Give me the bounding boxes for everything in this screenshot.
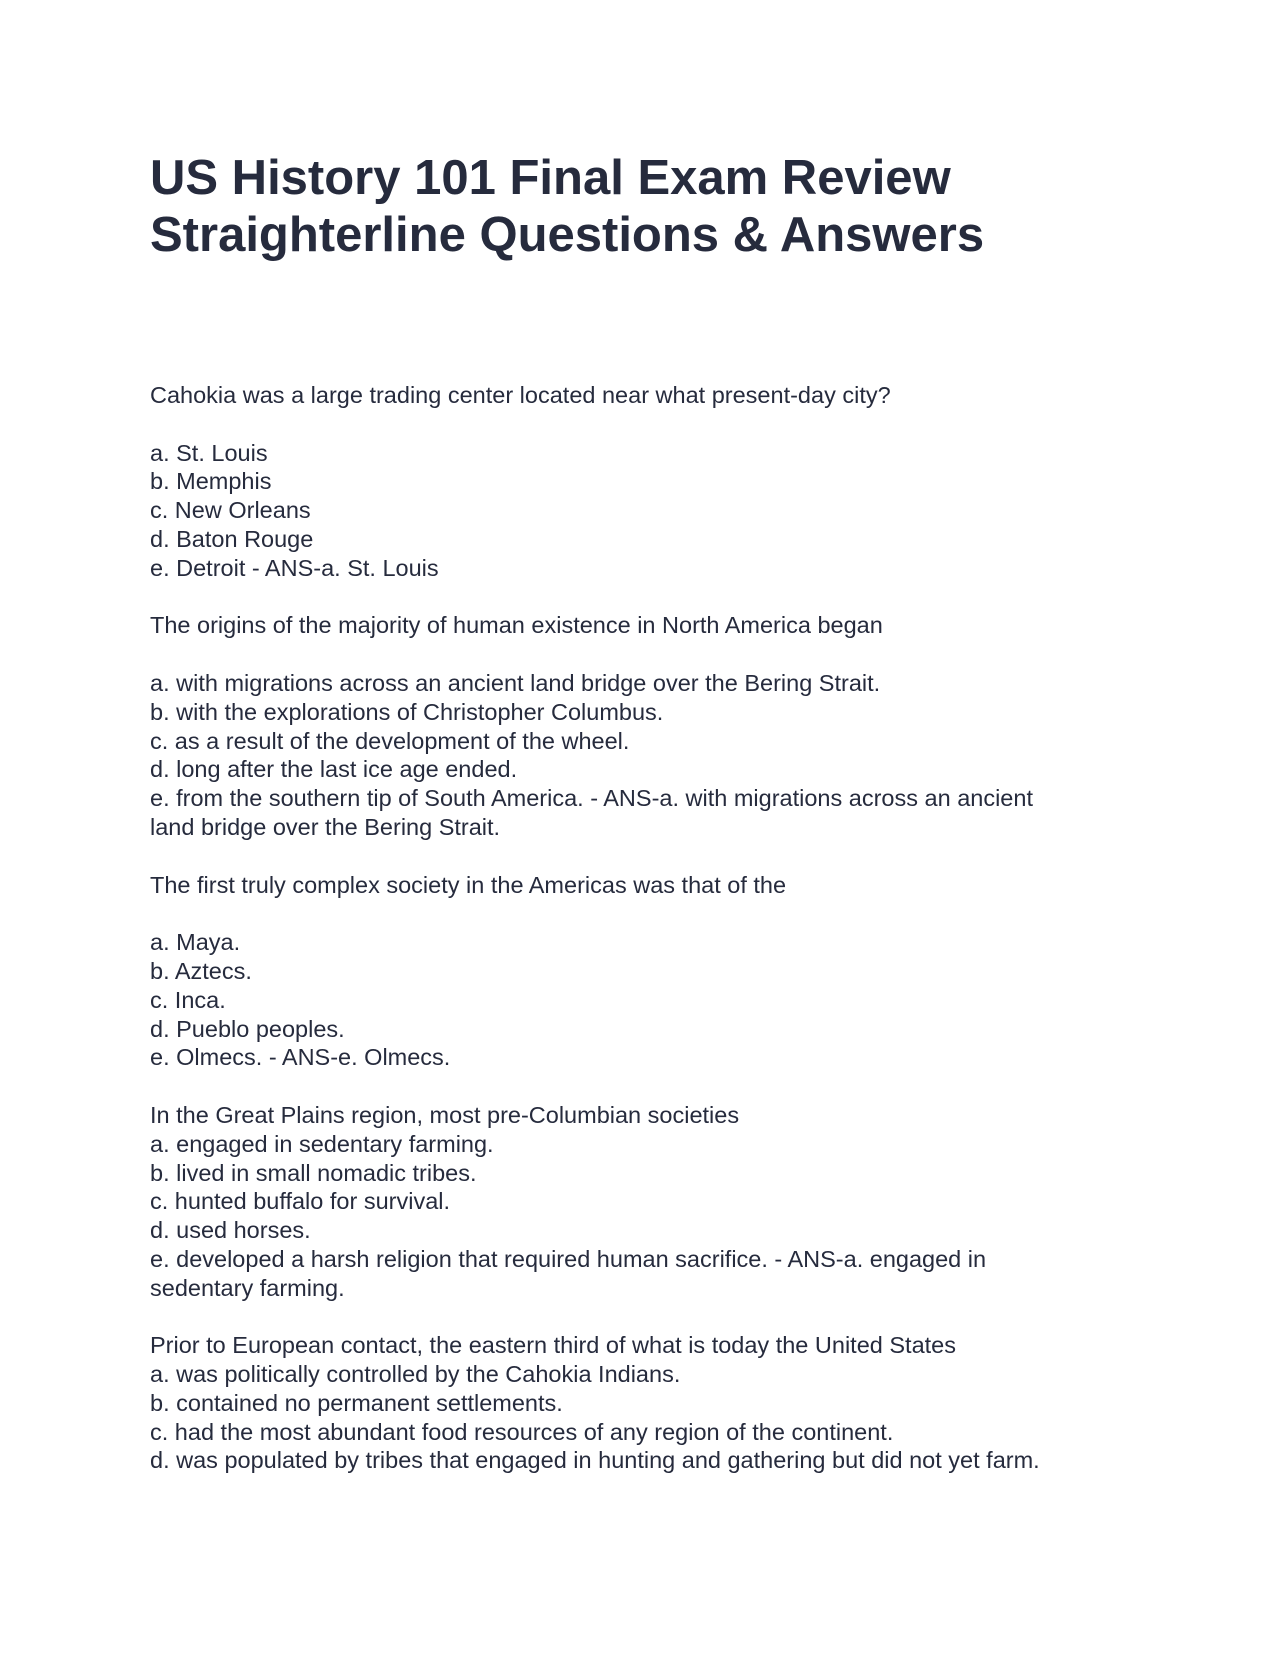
answer-option: c. as a result of the development of the wheel. bbox=[150, 727, 630, 754]
answer-option: c. Inca. bbox=[150, 986, 226, 1013]
answer-option: d. Baton Rouge bbox=[150, 525, 314, 552]
answer-option: a. St. Louis bbox=[150, 439, 268, 466]
answer-option: e. Detroit - ANS-a. St. Louis bbox=[150, 554, 439, 581]
answer-option: b. Memphis bbox=[150, 468, 272, 495]
answer-option: e. developed a harsh religion that required human sacrifice. - ANS-a. engaged in bbox=[150, 1245, 987, 1272]
question-block bbox=[150, 871, 1130, 1073]
question-block bbox=[150, 611, 1130, 841]
question-text: In the Great Plains region, most pre-Columbian societies bbox=[150, 1101, 740, 1128]
question-block bbox=[150, 381, 1130, 583]
questions-list bbox=[150, 381, 1130, 1475]
answer-option: a. with migrations across an ancient land bridge over the Bering Strait. bbox=[150, 669, 881, 696]
question-text: The origins of the majority of human existence in North America began bbox=[150, 612, 883, 639]
answer-option: b. lived in small nomadic tribes. bbox=[150, 1159, 477, 1186]
answer-option: e. from the southern tip of South America. - ANS-a. with migrations across an ancient bbox=[150, 785, 1033, 812]
answer-option: b. with the explorations of Christopher Columbus. bbox=[150, 698, 664, 725]
question-block bbox=[150, 1331, 1130, 1475]
answer-option: b. Aztecs. bbox=[150, 957, 252, 984]
question-block bbox=[150, 1101, 1130, 1303]
answer-option: c. hunted buffalo for survival. bbox=[150, 1188, 451, 1215]
answer-option: a. engaged in sedentary farming. bbox=[150, 1130, 494, 1157]
answer-option: d. long after the last ice age ended. bbox=[150, 756, 518, 783]
answer-option: d. was populated by tribes that engaged in hunting and gathering but did not yet farm. bbox=[150, 1447, 1040, 1474]
question-text: Cahokia was a large trading center located near what present-day city? bbox=[150, 382, 891, 408]
answer-option: c. had the most abundant food resources of any region of the continent. bbox=[150, 1418, 894, 1445]
question-text: The first truly complex society in the Americas was that of the bbox=[150, 871, 787, 898]
answer-option: c. New Orleans bbox=[150, 497, 311, 524]
answer-option: a. Maya. bbox=[150, 929, 241, 956]
answer-option: e. Olmecs. - ANS-e. Olmecs. bbox=[150, 1044, 451, 1071]
answer-option: d. used horses. bbox=[150, 1217, 311, 1244]
answer-option: land bridge over the Bering Strait. bbox=[150, 813, 501, 840]
title-line: US History 101 Final Exam Review bbox=[150, 151, 951, 205]
title-line: Straighterline Questions & Answers bbox=[150, 208, 985, 262]
page-title bbox=[150, 150, 1130, 264]
answer-option: b. contained no permanent settlements. bbox=[150, 1389, 563, 1416]
answer-option: a. was politically controlled by the Cahokia Indians. bbox=[150, 1361, 681, 1388]
answer-option: d. Pueblo peoples. bbox=[150, 1015, 345, 1042]
answer-option: sedentary farming. bbox=[150, 1274, 345, 1301]
question-text: Prior to European contact, the eastern third of what is today the United States bbox=[150, 1332, 956, 1359]
